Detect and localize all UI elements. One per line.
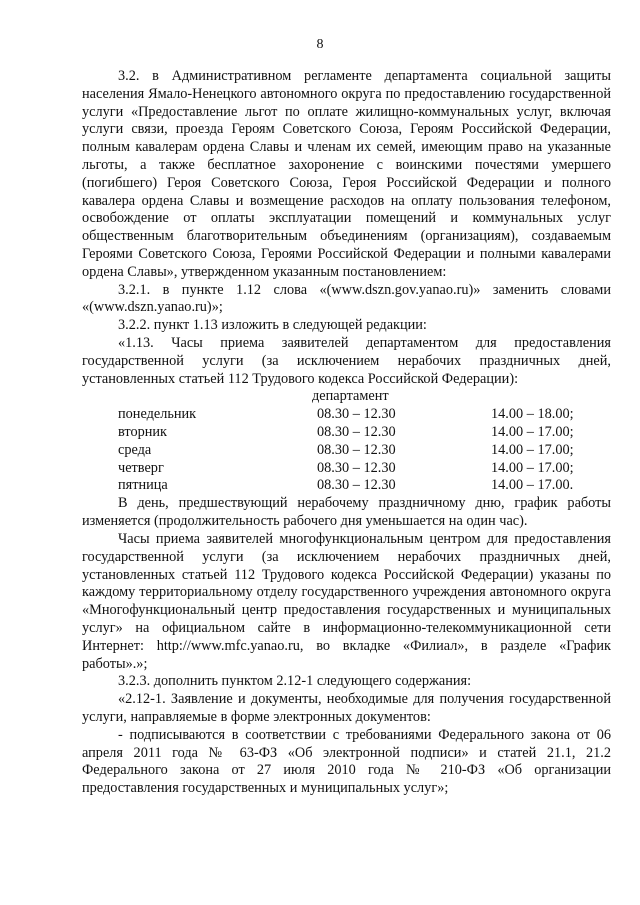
page-number: 8 [316,37,324,52]
paragraph-3-2-3: 3.2.3. дополнить пунктом 2.12-1 следующего содержания: [118,673,472,690]
schedule-header: департамент [312,388,389,405]
schedule-afternoon: 14.00 – 17.00. [491,477,574,494]
schedule-morning: 08.30 – 12.30 [317,442,396,459]
schedule-row [82,460,611,478]
paragraph-2-12-1: «2.12-1. Заявление и документы, необходимые для получения государственной услуги, направляемые в форме электронных документов: [82,691,611,725]
schedule-afternoon: 14.00 – 17.00; [491,460,574,477]
schedule-afternoon: 14.00 – 18.00; [491,406,574,423]
schedule-morning: 08.30 – 12.30 [317,424,396,441]
schedule-day: понедельник [118,406,197,423]
schedule-morning: 08.30 – 12.30 [317,460,396,477]
paragraph-signature: - подписываются в соответствии с требованиями Федерального закона от 06 апреля 2011 года № 63-ФЗ «Об электронной подписи» и статей 21.1, 21.2 Федерального закона от 27 июля 2010 года № 210-ФЗ «Об организации предоставления государственных и муниципальных услуг»; [82,726,611,797]
schedule-day: среда [118,442,152,459]
schedule-row [82,424,611,442]
schedule-day: вторник [118,424,167,441]
paragraph-1-13: «1.13. Часы приема заявителей департаментом для предоставления государственной услуги (за исключением нерабочих праздничных дней, установленных статьей 112 Трудового кодекса Российской Федерации): [82,334,611,387]
paragraph-3-2-1: 3.2.1. в пункте 1.12 слова «(www.dszn.gov.yanao.ru)» заменить словами «(www.dszn.yanao.ru)»; [82,281,611,316]
document-body [82,68,611,798]
paragraph-3-2-2: 3.2.2. пункт 1.13 изложить в следующей редакции: [118,317,427,334]
paragraph-holiday: В день, предшествующий нерабочему праздничному дню, график работы изменяется (продолжительность рабочего дня уменьшается на один час). [82,495,611,530]
schedule-morning: 08.30 – 12.30 [317,406,396,423]
schedule-table [82,388,611,495]
schedule-afternoon: 14.00 – 17.00; [491,424,574,441]
schedule-day: пятница [118,477,168,494]
schedule-afternoon: 14.00 – 17.00; [491,442,574,459]
schedule-row [82,406,611,424]
paragraph-mfc-hours: Часы приема заявителей многофункциональным центром для предоставления государственной услуги (за исключением нерабочих праздничных дней, установленных статьей 112 Трудового кодекса Российской Федерации) указаны по каждому территориальному отделу государственного учреждения автономного округа «Многофункциональный центр предоставления государственных и муниципальных услуг» на официальном сайте в информационно-телекоммуникационной сети Интернет: http://www.mfc.yanao.ru, во вкладке «Филиал», в разделе «График работы».»; [82,530,611,672]
schedule-row [82,477,611,495]
schedule-row [82,442,611,460]
paragraph-3-2: 3.2. в Административном регламенте департамента социальной защиты населения Ямало-Ненецкого автономного округа по предоставлению государственной услуги «Предоставление льгот по оплате жилищно-коммунальных услуг, включая услуги связи, проезда Героям Советского Союза, Героям Российской Федерации, полным кавалерам ордена Славы и членам их семей, имеющим право на указанные льготы, а также бесплатное захоронение с воинскими почестями умершего (погибшего) Героя Советского Союза, Героя Российской Федерации и полного кавалера ордена Славы и возмещение расходов на оплату пользования телефоном, освобождение от оплаты эксплуатации помещений и коммунальных услуг общественным благотворительным объединениям (организациям), создаваемым Героями Советского Союза, Героями Российской Федерации и полными кавалерами ордена Славы», утвержденном указанным постановлением: [82,68,611,280]
schedule-day: четверг [118,460,164,477]
schedule-morning: 08.30 – 12.30 [317,477,396,494]
